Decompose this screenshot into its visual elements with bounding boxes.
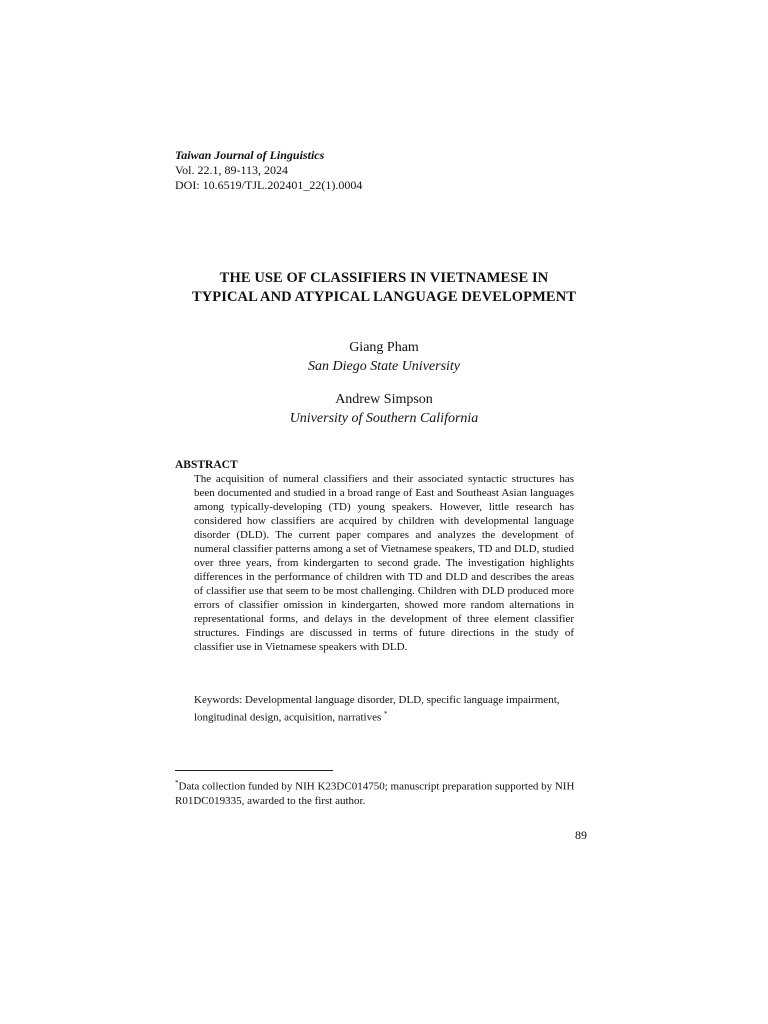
page-number: 89 — [575, 828, 587, 842]
paper-title-line-1: THE USE OF CLASSIFIERS IN VIETNAMESE IN — [219, 270, 549, 286]
paper-title — [160, 269, 608, 307]
footnote-text: Data collection funded by NIH K23DC014750; manuscript preparation supported by NIH R01DC019335, awarded to the first author. — [175, 780, 575, 807]
author-block-1 — [160, 338, 608, 376]
author-affiliation: University of Southern California — [289, 411, 479, 426]
author-block-2 — [160, 390, 608, 428]
paper-title-line-2: TYPICAL AND ATYPICAL LANGUAGE DEVELOPMENT — [191, 289, 577, 305]
journal-name: Taiwan Journal of Linguistics — [175, 148, 325, 162]
abstract-heading: ABSTRACT — [175, 459, 238, 471]
footnote — [175, 776, 595, 808]
author-name: Andrew Simpson — [335, 392, 433, 407]
footnote-marker: * — [175, 779, 179, 787]
author-affiliation: San Diego State University — [307, 359, 461, 374]
abstract-body: The acquisition of numeral classifiers and their associated syntactic structures has been documented and studied in a broad range of East and Southeast Asian languages among typically-developing (TD) young speakers. However, little research has considered how classifiers are acquired by children with developmental language disorder (DLD). The current paper compares and analyzes the development of numeral classifier patterns among a set of Vietnamese speakers, TD and DLD, studied over three years, from kindergarten to second grade. The investigation highlights differences in the performance of children with TD and DLD and describes the areas of classifier use that seem to be most challenging. Children with DLD produced more errors of classifier omission in kindergarten, showed more random alternations in representational forms, and delays in the development of three element classifier structures. Findings are discussed in terms of future directions in the study of classifier use in Vietnamese speakers with DLD. — [194, 473, 574, 653]
journal-volume: Vol. 22.1, 89-113, 2024 — [175, 163, 289, 177]
footnote-divider — [175, 770, 333, 771]
keywords — [194, 693, 586, 725]
journal-doi: DOI: 10.6519/TJL.202401_22(1).0004 — [175, 178, 363, 192]
journal-header — [175, 148, 362, 193]
keywords-text: Keywords: Developmental language disorder, DLD, specific language impairment, longitudinal design, acquisition, narratives — [194, 694, 560, 724]
footnote-reference: * — [384, 710, 388, 718]
author-name: Giang Pham — [349, 340, 419, 355]
